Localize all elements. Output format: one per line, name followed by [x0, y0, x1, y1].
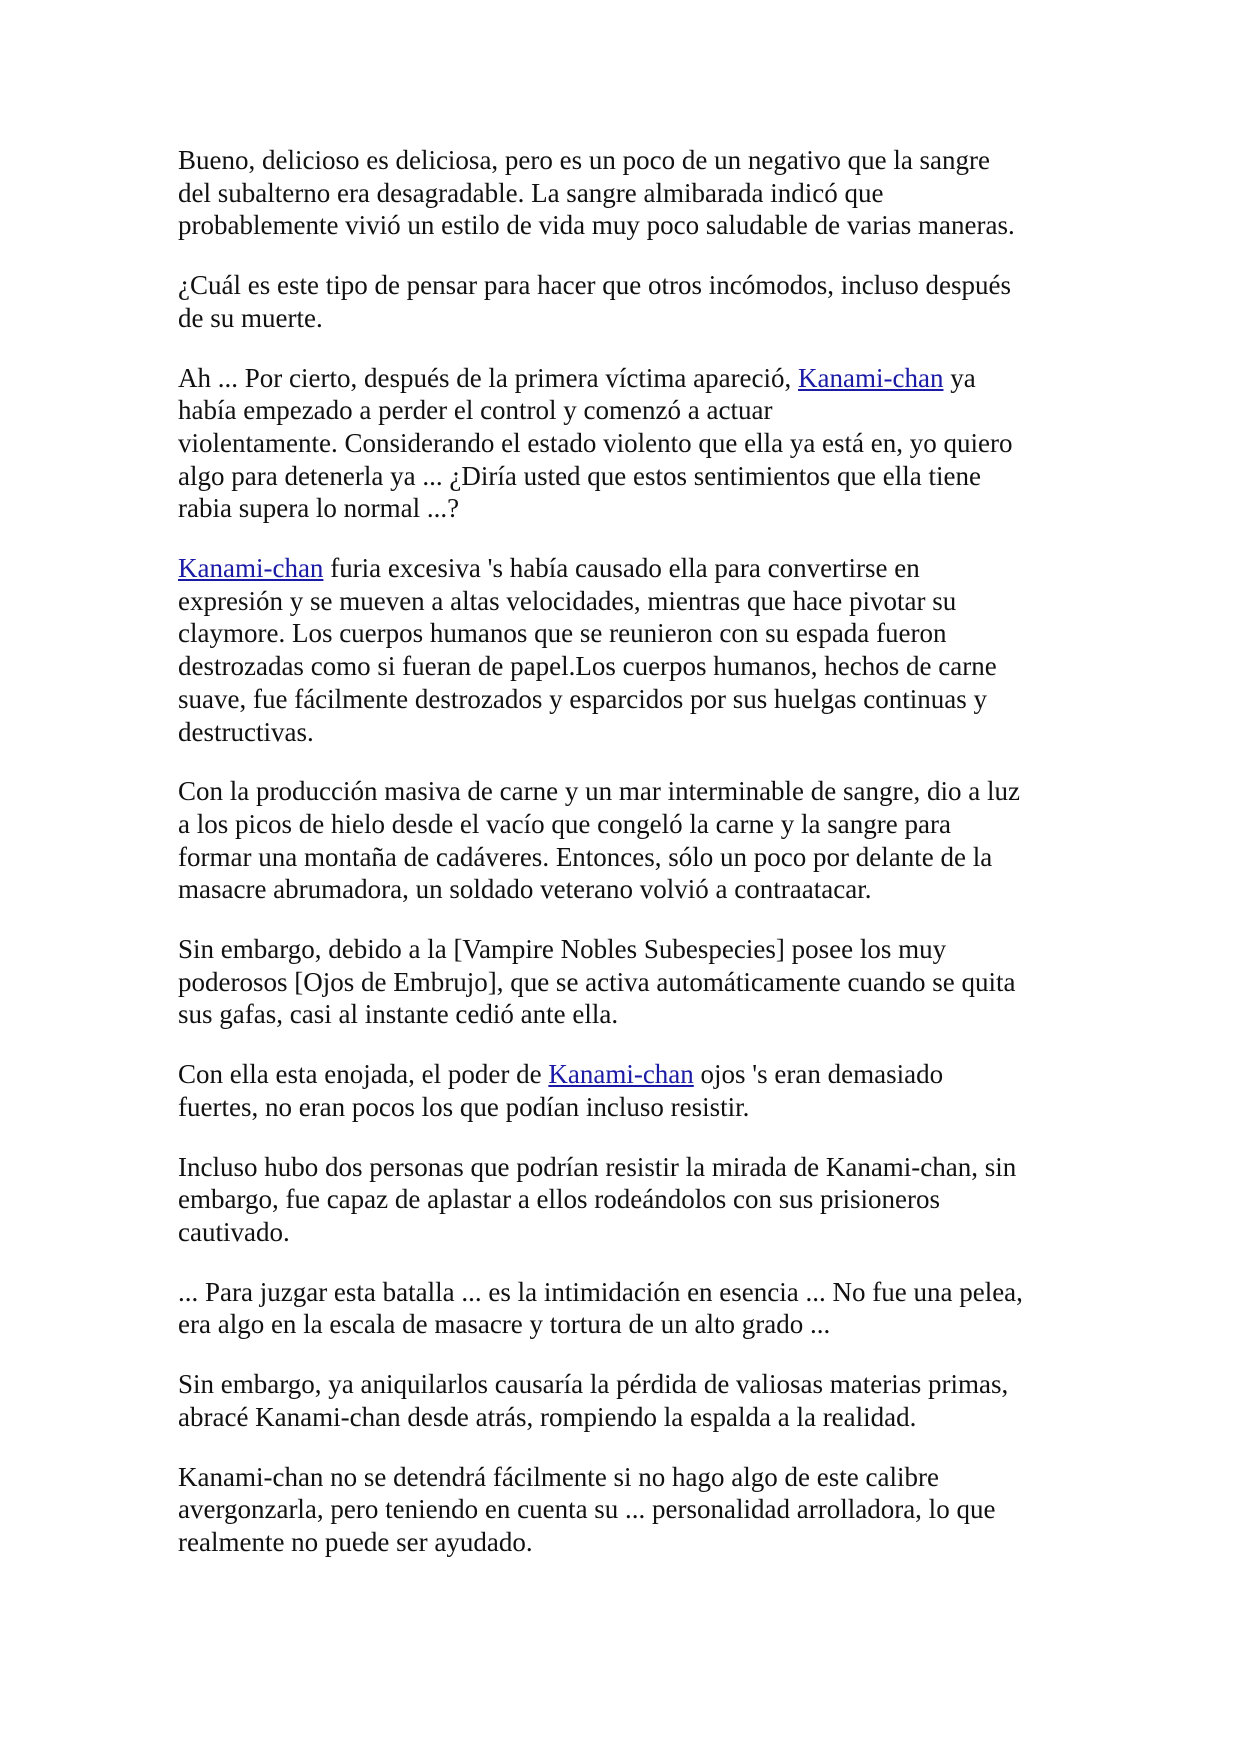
text-line	[178, 683, 1078, 716]
text-line	[178, 998, 1078, 1031]
text-segment: realmente no puede ser ayudado.	[178, 1526, 533, 1557]
paragraph	[178, 362, 1078, 526]
text-segment: a los picos de hielo desde el vacío que congeló la carne y la sangre para	[178, 808, 951, 839]
paragraph	[178, 552, 1078, 748]
text-line	[178, 585, 1078, 618]
text-segment: Sin embargo, ya aniquilarlos causaría la pérdida de valiosas materias primas,	[178, 1369, 1009, 1400]
text-line	[178, 269, 1078, 302]
text-line	[178, 552, 1078, 585]
text-segment: embargo, fue capaz de aplastar a ellos rodeándolos con sus prisioneros	[178, 1184, 940, 1215]
text-segment: expresión y se mueven a altas velocidades, mientras que hace pivotar su	[178, 585, 957, 616]
text-segment: ¿Cuál es este tipo de pensar para hacer que otros incómodos, incluso después	[178, 270, 1012, 301]
text-line	[178, 873, 1078, 906]
text-segment: avergonzarla, pero teniendo en cuenta su ... personalidad arrolladora, lo que	[178, 1494, 996, 1525]
paragraph	[178, 1368, 1078, 1433]
text-segment: sus gafas, casi al instante cedió ante ella.	[178, 999, 619, 1030]
text-line	[178, 650, 1078, 683]
text-segment: Ah ... Por cierto, después de la primera víctima apareció,	[178, 362, 799, 393]
kanami-chan-link[interactable]: Kanami-chan	[178, 553, 324, 584]
text-line	[178, 427, 1078, 460]
text-line	[178, 302, 1078, 335]
text-segment: cautivado.	[178, 1216, 290, 1247]
text-line	[178, 394, 1078, 427]
text-line	[178, 1401, 1078, 1434]
text-line	[178, 617, 1078, 650]
text-segment: ya	[943, 362, 976, 393]
paragraph	[178, 1461, 1078, 1559]
text-segment: de su muerte.	[178, 302, 323, 333]
text-line	[178, 966, 1078, 999]
text-segment: había empezado a perder el control y comenzó a actuar	[178, 395, 773, 426]
document-body	[178, 144, 1078, 1586]
text-line	[178, 1091, 1078, 1124]
text-line	[178, 1526, 1078, 1559]
text-line	[178, 716, 1078, 749]
text-segment: Sin embargo, debido a la [Vampire Nobles Subespecies] posee los muy	[178, 934, 947, 965]
text-line	[178, 775, 1078, 808]
text-line	[178, 209, 1078, 242]
text-line	[178, 1276, 1078, 1309]
text-segment: rabia supera lo normal ...?	[178, 493, 460, 524]
text-segment: suave, fue fácilmente destrozados y esparcidos por sus huelgas continuas y	[178, 683, 988, 714]
text-line	[178, 1493, 1078, 1526]
paragraph	[178, 1058, 1078, 1123]
text-segment: masacre abrumadora, un soldado veterano volvió a contraatacar.	[178, 874, 872, 905]
text-segment: ... Para juzgar esta batalla ... es la intimidación en esencia ... No fue una pelea,	[178, 1276, 1023, 1307]
text-line	[178, 1216, 1078, 1249]
text-segment: Incluso hubo dos personas que podrían resistir la mirada de Kanami-chan, sin	[178, 1151, 1017, 1182]
text-segment: Con ella esta enojada, el poder de	[178, 1059, 549, 1090]
text-line	[178, 460, 1078, 493]
text-line	[178, 1461, 1078, 1494]
text-segment: poderosos [Ojos de Embrujo], que se activa automáticamente cuando se quita	[178, 966, 1016, 997]
text-line	[178, 144, 1078, 177]
text-segment: ojos 's eran demasiado	[693, 1059, 944, 1090]
text-line	[178, 362, 1078, 395]
text-segment: Kanami-chan no se detendrá fácilmente si no hago algo de este calibre	[178, 1461, 939, 1492]
text-segment: Con la producción masiva de carne y un mar interminable de sangre, dio a luz	[178, 776, 1020, 807]
kanami-chan-link[interactable]: Kanami-chan	[798, 362, 944, 393]
kanami-chan-link[interactable]: Kanami-chan	[548, 1059, 694, 1090]
paragraph	[178, 775, 1078, 906]
text-line	[178, 177, 1078, 210]
text-segment: probablemente vivió un estilo de vida muy poco saludable de varias maneras.	[178, 210, 1015, 241]
text-segment: furia excesiva 's había causado ella para convertirse en	[323, 553, 920, 584]
paragraph	[178, 1276, 1078, 1341]
text-line	[178, 1368, 1078, 1401]
text-segment: formar una montaña de cadáveres. Entonces, sólo un poco por delante de la	[178, 841, 993, 872]
text-line	[178, 1151, 1078, 1184]
text-segment: destructivas.	[178, 716, 314, 747]
text-segment: algo para detenerla ya ... ¿Diría usted que estos sentimientos que ella tiene	[178, 460, 981, 491]
text-line	[178, 1058, 1078, 1091]
paragraph	[178, 269, 1078, 334]
text-segment: destrozadas como si fueran de papel.Los cuerpos humanos, hechos de carne	[178, 651, 997, 682]
text-segment: abracé Kanami-chan desde atrás, rompiendo la espalda a la realidad.	[178, 1401, 917, 1432]
text-segment: violentamente. Considerando el estado violento que ella ya está en, yo quiero	[178, 427, 1013, 458]
text-line	[178, 841, 1078, 874]
paragraph	[178, 1151, 1078, 1249]
paragraph	[178, 144, 1078, 242]
text-segment: era algo en la escala de masacre y tortura de un alto grado ...	[178, 1309, 831, 1340]
text-segment: del subalterno era desagradable. La sangre almibarada indicó que	[178, 177, 884, 208]
text-line	[178, 492, 1078, 525]
text-line	[178, 933, 1078, 966]
paragraph	[178, 933, 1078, 1031]
text-line	[178, 1183, 1078, 1216]
text-line	[178, 808, 1078, 841]
text-segment: claymore. Los cuerpos humanos que se reunieron con su espada fueron	[178, 618, 947, 649]
text-segment: Bueno, delicioso es deliciosa, pero es un poco de un negativo que la sangre	[178, 145, 991, 175]
text-segment: fuertes, no eran pocos los que podían incluso resistir.	[178, 1091, 750, 1122]
text-line	[178, 1308, 1078, 1341]
